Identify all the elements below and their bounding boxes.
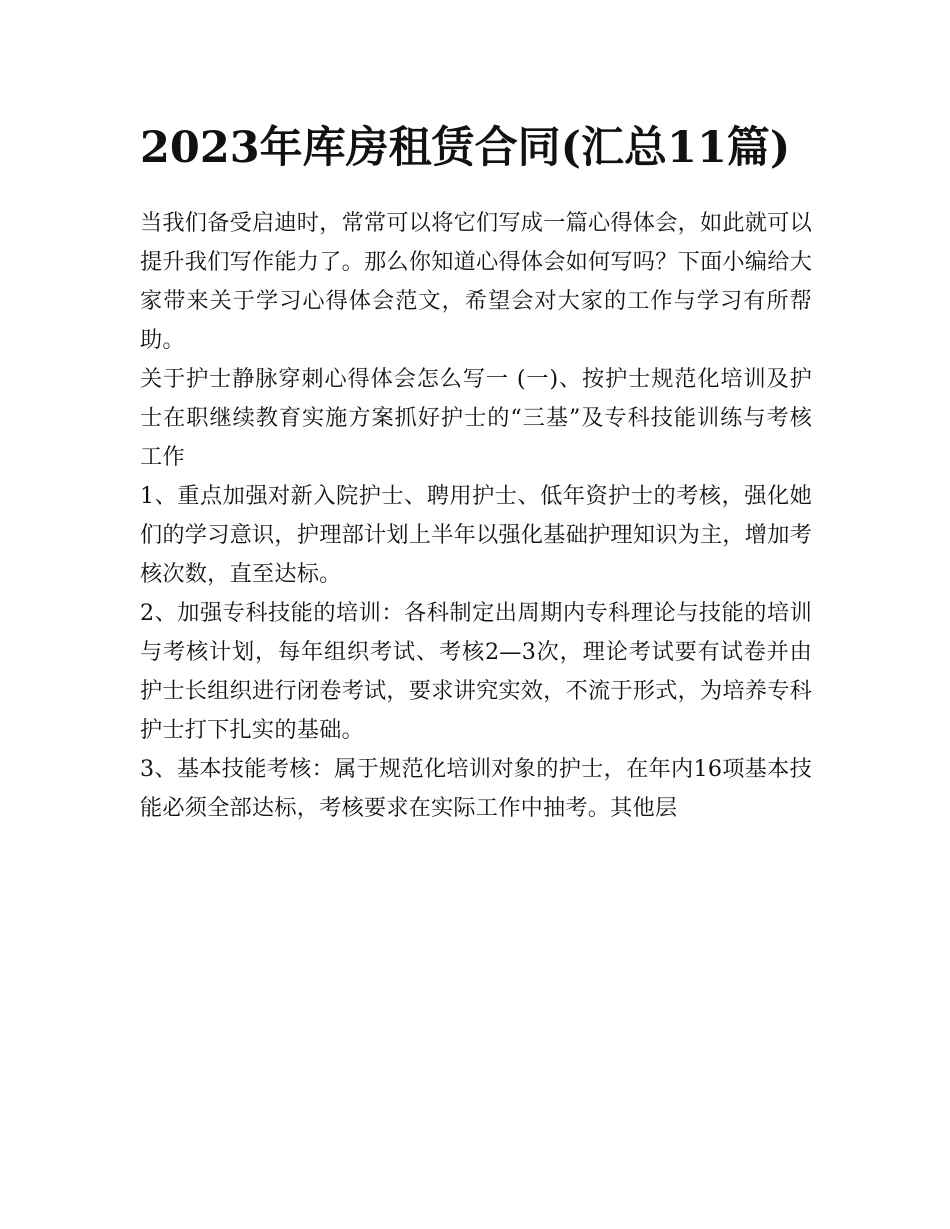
document-body xyxy=(140,112,812,828)
paragraph-intro: 当我们备受启迪时，常常可以将它们写成一篇心得体会，如此就可以提升我们写作能力了。那么你知道心得体会如何写吗？下面小编给大家带来关于学习心得体会范文，希望会对大家的工作与学习有所帮助。 xyxy=(140,210,812,353)
paragraph-section-heading: 关于护士静脉穿刺心得体会怎么写一 (一)、按护士规范化培训及护士在职继续教育实施方案抓好护士的“三基”及专科技能训练与考核工作 xyxy=(140,366,812,470)
paragraph-item-3: 3、基本技能考核：属于规范化培训对象的护士，在年内16项基本技能必须全部达标，考核要求在实际工作中抽考。其他层 xyxy=(140,756,812,821)
paragraph-item-1: 1、重点加强对新入院护士、聘用护士、低年资护士的考核，强化她们的学习意识，护理部计划上半年以强化基础护理知识为主，增加考核次数，直至达标。 xyxy=(140,483,812,587)
paragraph-item-2: 2、加强专科技能的培训：各科制定出周期内专科理论与技能的培训与考核计划，每年组织考试、考核2—3次，理论考试要有试卷并由护士长组织进行闭卷考试，要求讲究实效，不流于形式，为培养专科护士打下扎实的基础。 xyxy=(140,600,812,743)
document-title: 2023年库房租赁合同(汇总11篇) xyxy=(140,123,791,173)
